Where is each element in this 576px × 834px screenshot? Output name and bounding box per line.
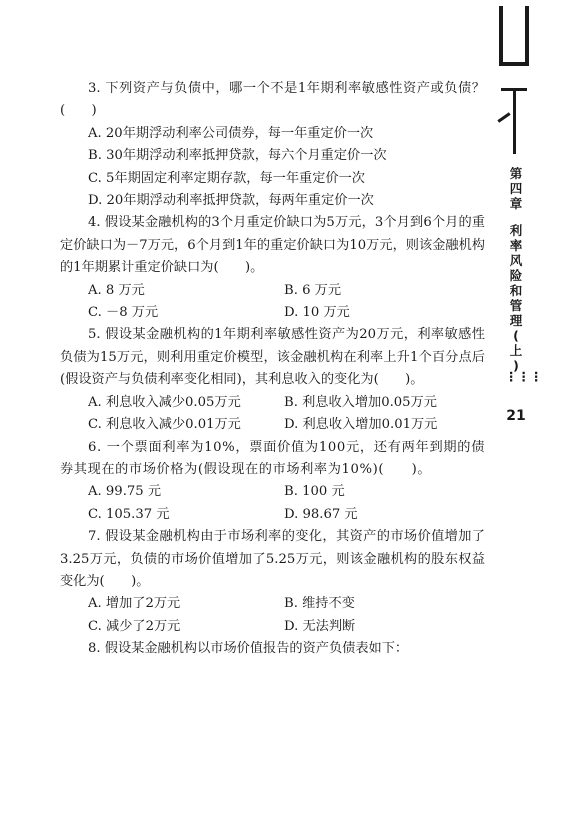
- title-char: ): [513, 358, 519, 373]
- option: D. 利息收入增加0.01万元: [284, 417, 438, 433]
- option-row: [60, 481, 485, 503]
- option: C. 5年期固定利率定期存款，每一年重定价一次: [88, 170, 365, 186]
- question-3: 3. 下列资产与负债中，哪一个不是1年期利率敏感性资产或负债？( ): [60, 81, 485, 119]
- option: C. 105.37 元: [88, 506, 170, 522]
- option-row: [60, 593, 485, 615]
- option: A. 99.75 元: [88, 484, 162, 500]
- option: C. 利息收入减少0.01万元: [88, 417, 241, 433]
- option: B. 100 元: [284, 484, 345, 500]
- option: B. 6 万元: [284, 282, 342, 298]
- option: A. 增加了2万元: [88, 596, 181, 612]
- question-5: 5. 假设某金融机构的1年期利率敏感性资产为20万元，利率敏感性负债为15万元，则利用重定价模型，该金融机构在利率上升1个百分点后(假设资产与负债利率变化相同)，其利息收入的变化为( )。: [60, 327, 485, 388]
- question-7: 7. 假设某金融机构由于市场利率的变化，其资产的市场价值增加了3.25万元，负债的市场价值增加了5.25万元，则该金融机构的股东权益变化为( )。: [60, 529, 485, 589]
- title-char: 率: [509, 238, 523, 253]
- option: B. 30年期浮动利率抵押贷款，每六个月重定价一次: [88, 148, 387, 164]
- title-char: 险: [509, 268, 523, 283]
- title-char: 利: [509, 223, 523, 238]
- chapter-char: 章: [509, 196, 523, 211]
- title-char: 管: [509, 298, 523, 313]
- chapter-char: 第: [509, 166, 523, 181]
- option: B. 利息收入增加0.05万元: [284, 394, 437, 410]
- option: D. 无法判断: [284, 618, 356, 634]
- title-char: 风: [509, 253, 523, 268]
- page-number: 21: [506, 408, 526, 424]
- option: A. 8 万元: [88, 282, 145, 298]
- title-char: 理: [509, 313, 523, 328]
- title-char: 和: [509, 283, 523, 298]
- title-char: (: [513, 328, 519, 343]
- leader-dots: ⋮⋮⋮: [505, 369, 543, 384]
- option: A. 利息收入减少0.05万元: [88, 394, 241, 410]
- option: D. 98.67 元: [284, 506, 358, 522]
- option: B. 维持不变: [284, 596, 355, 612]
- chapter-tab-decoration: [493, 6, 535, 156]
- option: D. 20年期浮动利率抵押贷款，每两年重定价一次: [88, 193, 374, 209]
- option-row: [60, 392, 485, 414]
- option-row: [60, 414, 485, 436]
- question-8: 8. 假设某金融机构以市场价值报告的资产负债表如下：: [88, 641, 409, 657]
- chapter-side-title: [505, 166, 543, 384]
- option: C. －8 万元: [88, 305, 159, 321]
- option-row: [60, 504, 485, 526]
- option: D. 10 万元: [284, 305, 350, 321]
- question-6: 6. 一个票面利率为10%，票面价值为100元，还有两年到期的债券其现在的市场价格为(假设现在的市场利率为10%)( )。: [60, 439, 485, 477]
- chapter-char: 四: [509, 181, 523, 196]
- option: C. 减少了2万元: [88, 618, 181, 634]
- question-4: 4. 假设某金融机构的3个月重定价缺口为5万元，3个月到6个月的重定价缺口为－7万元，6个月到1年的重定价缺口为10万元，则该金融机构的1年期累计重定价缺口为( )。: [60, 215, 485, 276]
- option-row: [60, 280, 485, 302]
- question-list: [60, 78, 485, 661]
- option-row: [60, 616, 485, 638]
- title-char: 上: [509, 343, 523, 358]
- option-row: [60, 302, 485, 324]
- option: A. 20年期浮动利率公司债券，每一年重定价一次: [88, 125, 374, 141]
